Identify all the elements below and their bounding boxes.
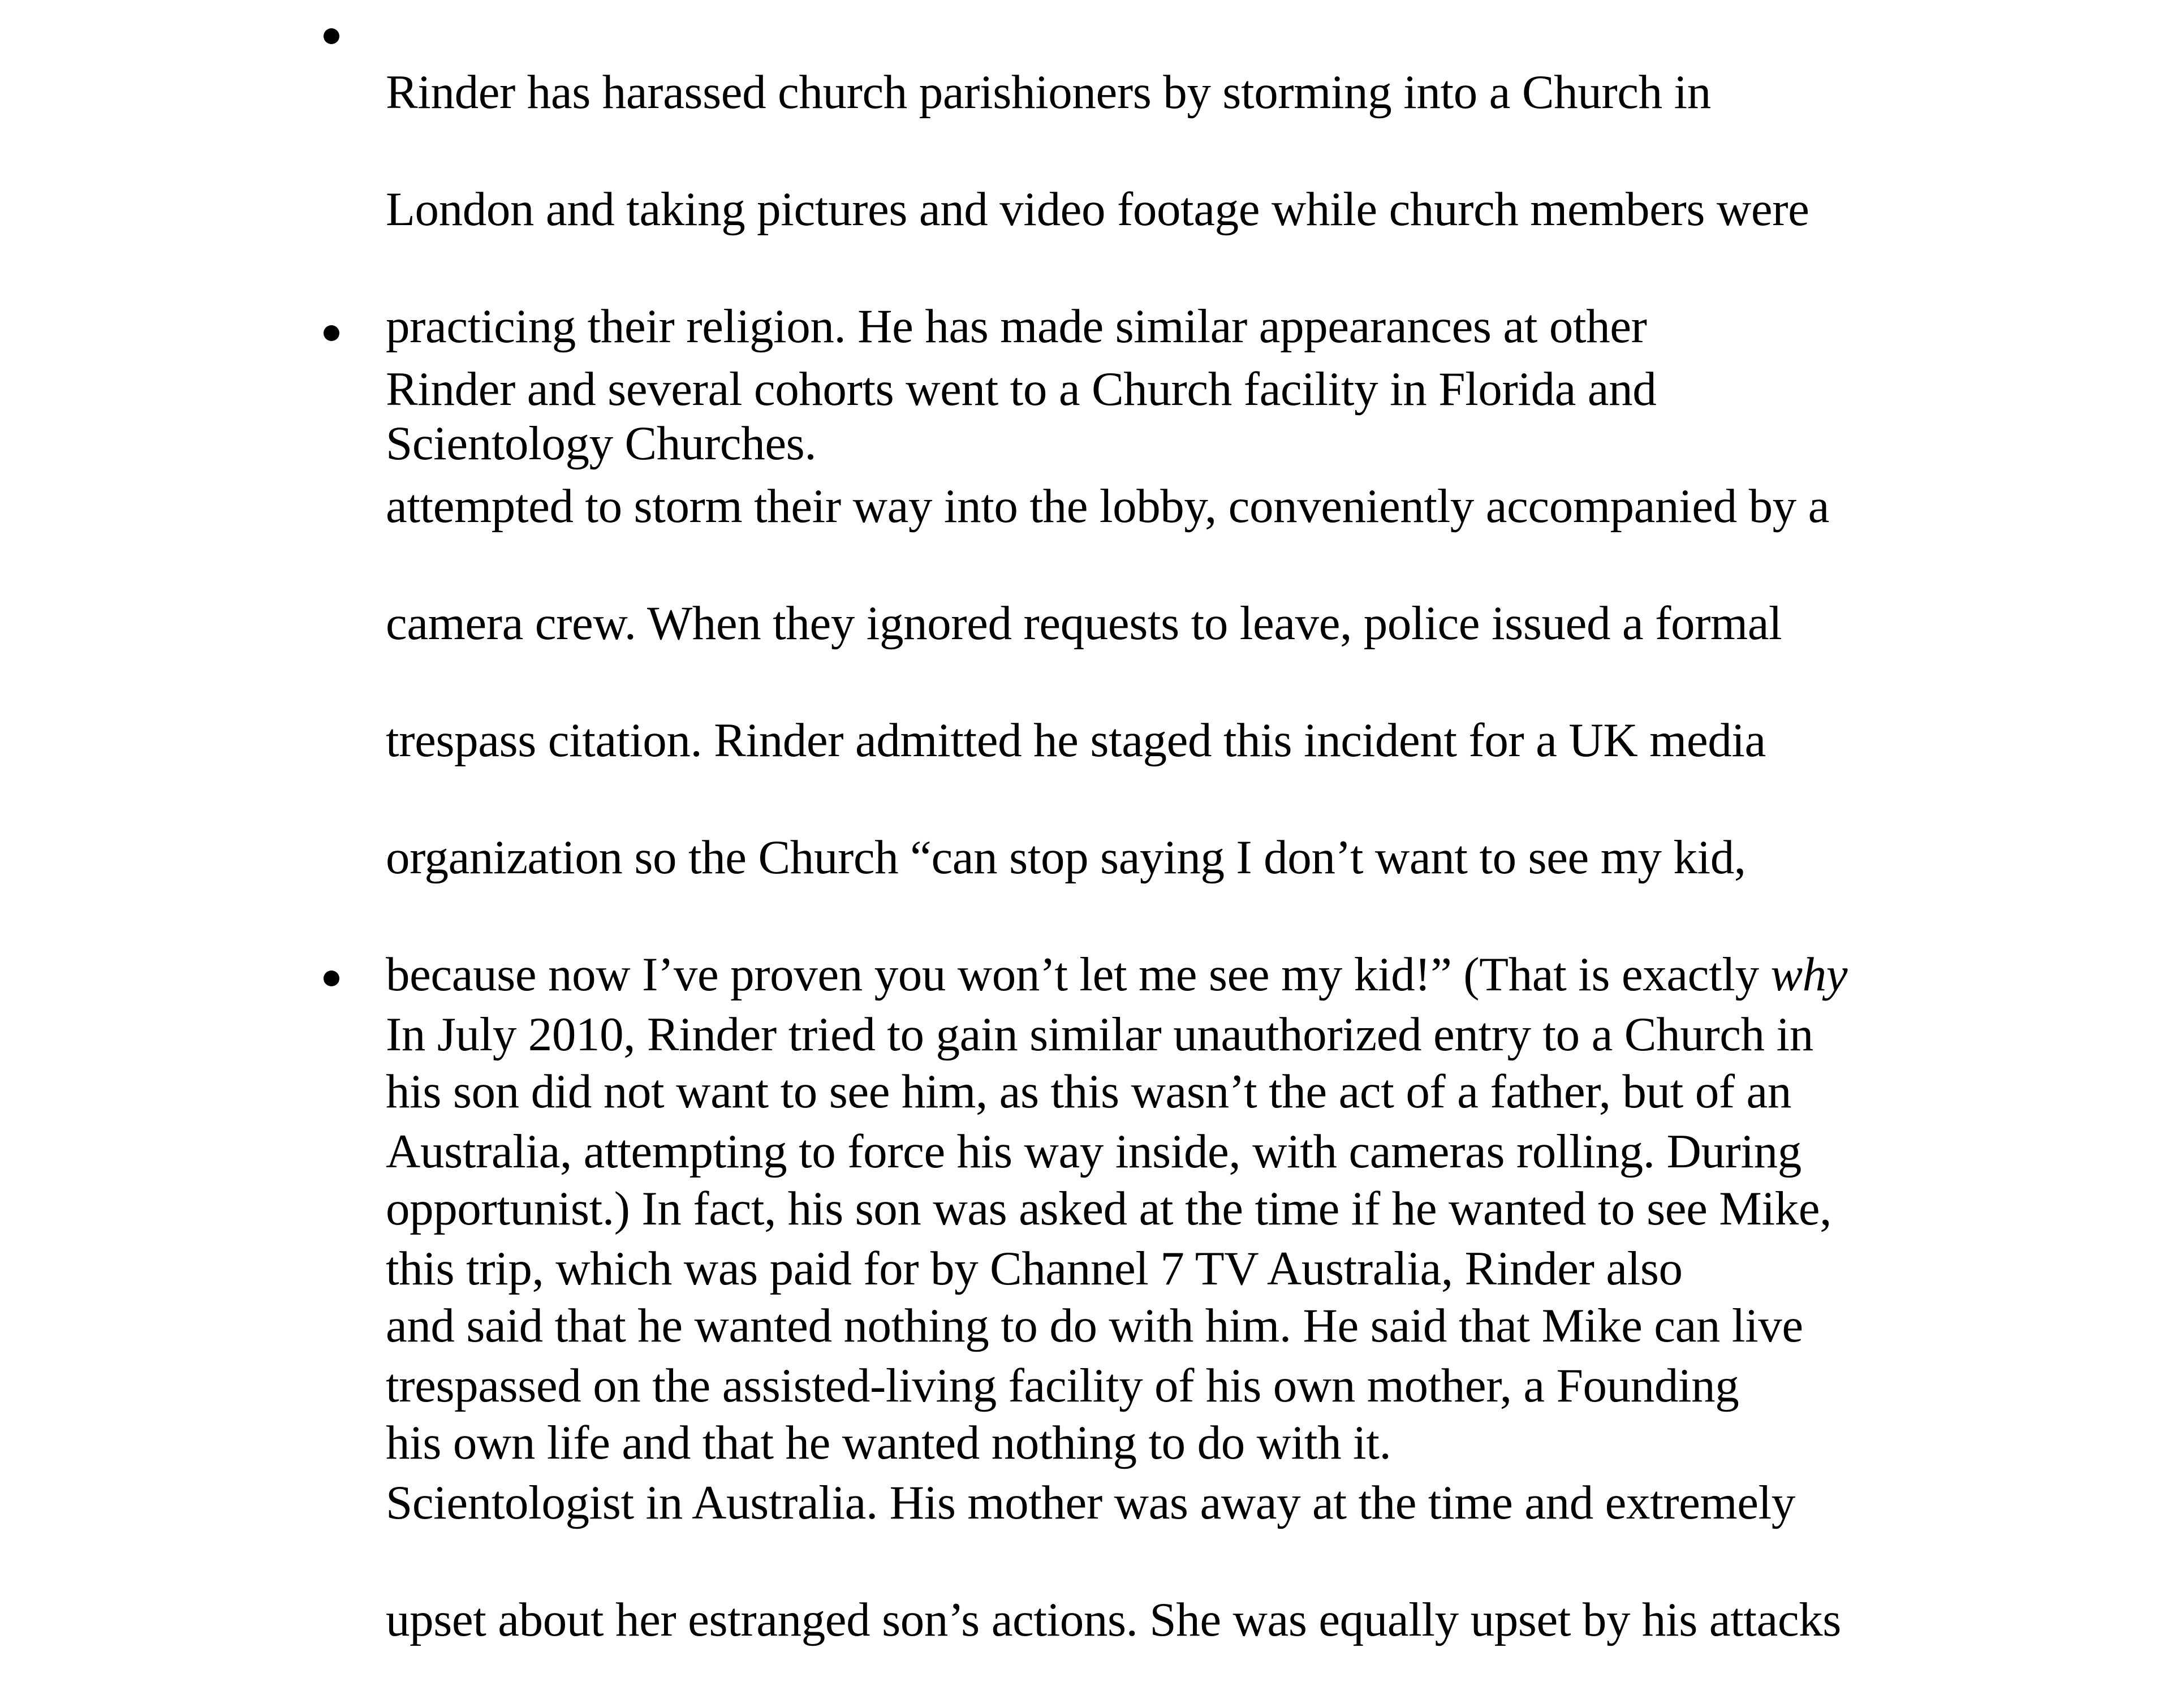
text-line: attempted to storm their way into the lobby, conveniently accompanied by a (386, 479, 1829, 533)
text-line: Scientology Churches. (386, 416, 817, 470)
text-line: In July 2010, Rinder tried to gain similar unauthorized entry to a Church in (386, 1007, 1813, 1061)
text-line: London and taking pictures and video footage while church members were (386, 182, 1809, 236)
text-line: Scientologist in Australia. His mother was away at the time and extremely (386, 1476, 1795, 1529)
text-line: trespass citation. Rinder admitted he staged this incident for a UK media (386, 713, 1766, 767)
text-line: his own life and that he wanted nothing to do with it. (386, 1416, 1391, 1469)
text-line: trespassed on the assisted-living facility of his own mother, a Founding (386, 1358, 1739, 1412)
text-line: practicing their religion. He has made similar appearances at other (386, 299, 1647, 353)
emphasized-word: why (1770, 947, 1848, 1001)
bullet-point-icon (324, 28, 339, 44)
text-line: camera crew. When they ignored requests to leave, police issued a formal (386, 596, 1782, 650)
text-line: opportunist.) In fact, his son was asked at the time if he wanted to see Mike, (386, 1181, 1831, 1235)
bullet-point-icon (324, 325, 339, 341)
text-line: Rinder has harassed church parishioners by storming into a Church in (386, 65, 1711, 119)
text-segment: because now I’ve proven you won’t let me see my kid!” (That is exactly (386, 947, 1771, 1001)
bullet-point-icon (324, 971, 339, 986)
bullet-paragraph (386, 947, 1958, 1708)
text-line: his son did not want to see him, as this wasn’t the act of a father, but of an (386, 1064, 1791, 1118)
text-line: and said that he wanted nothing to do with him. He said that Mike can live (386, 1299, 1803, 1352)
text-line: Australia, attempting to force his way inside, with cameras rolling. During (386, 1124, 1802, 1178)
text-line: upset about her estranged son’s actions. She was equally upset by his attacks (386, 1593, 1841, 1646)
text-line: organization so the Church “can stop saying I don’t want to see my kid, (386, 830, 1746, 884)
text-line: this trip, which was paid for by Channel 7 TV Australia, Rinder also (386, 1241, 1683, 1295)
text-line: Rinder and several cohorts went to a Church facility in Florida and (386, 362, 1657, 416)
